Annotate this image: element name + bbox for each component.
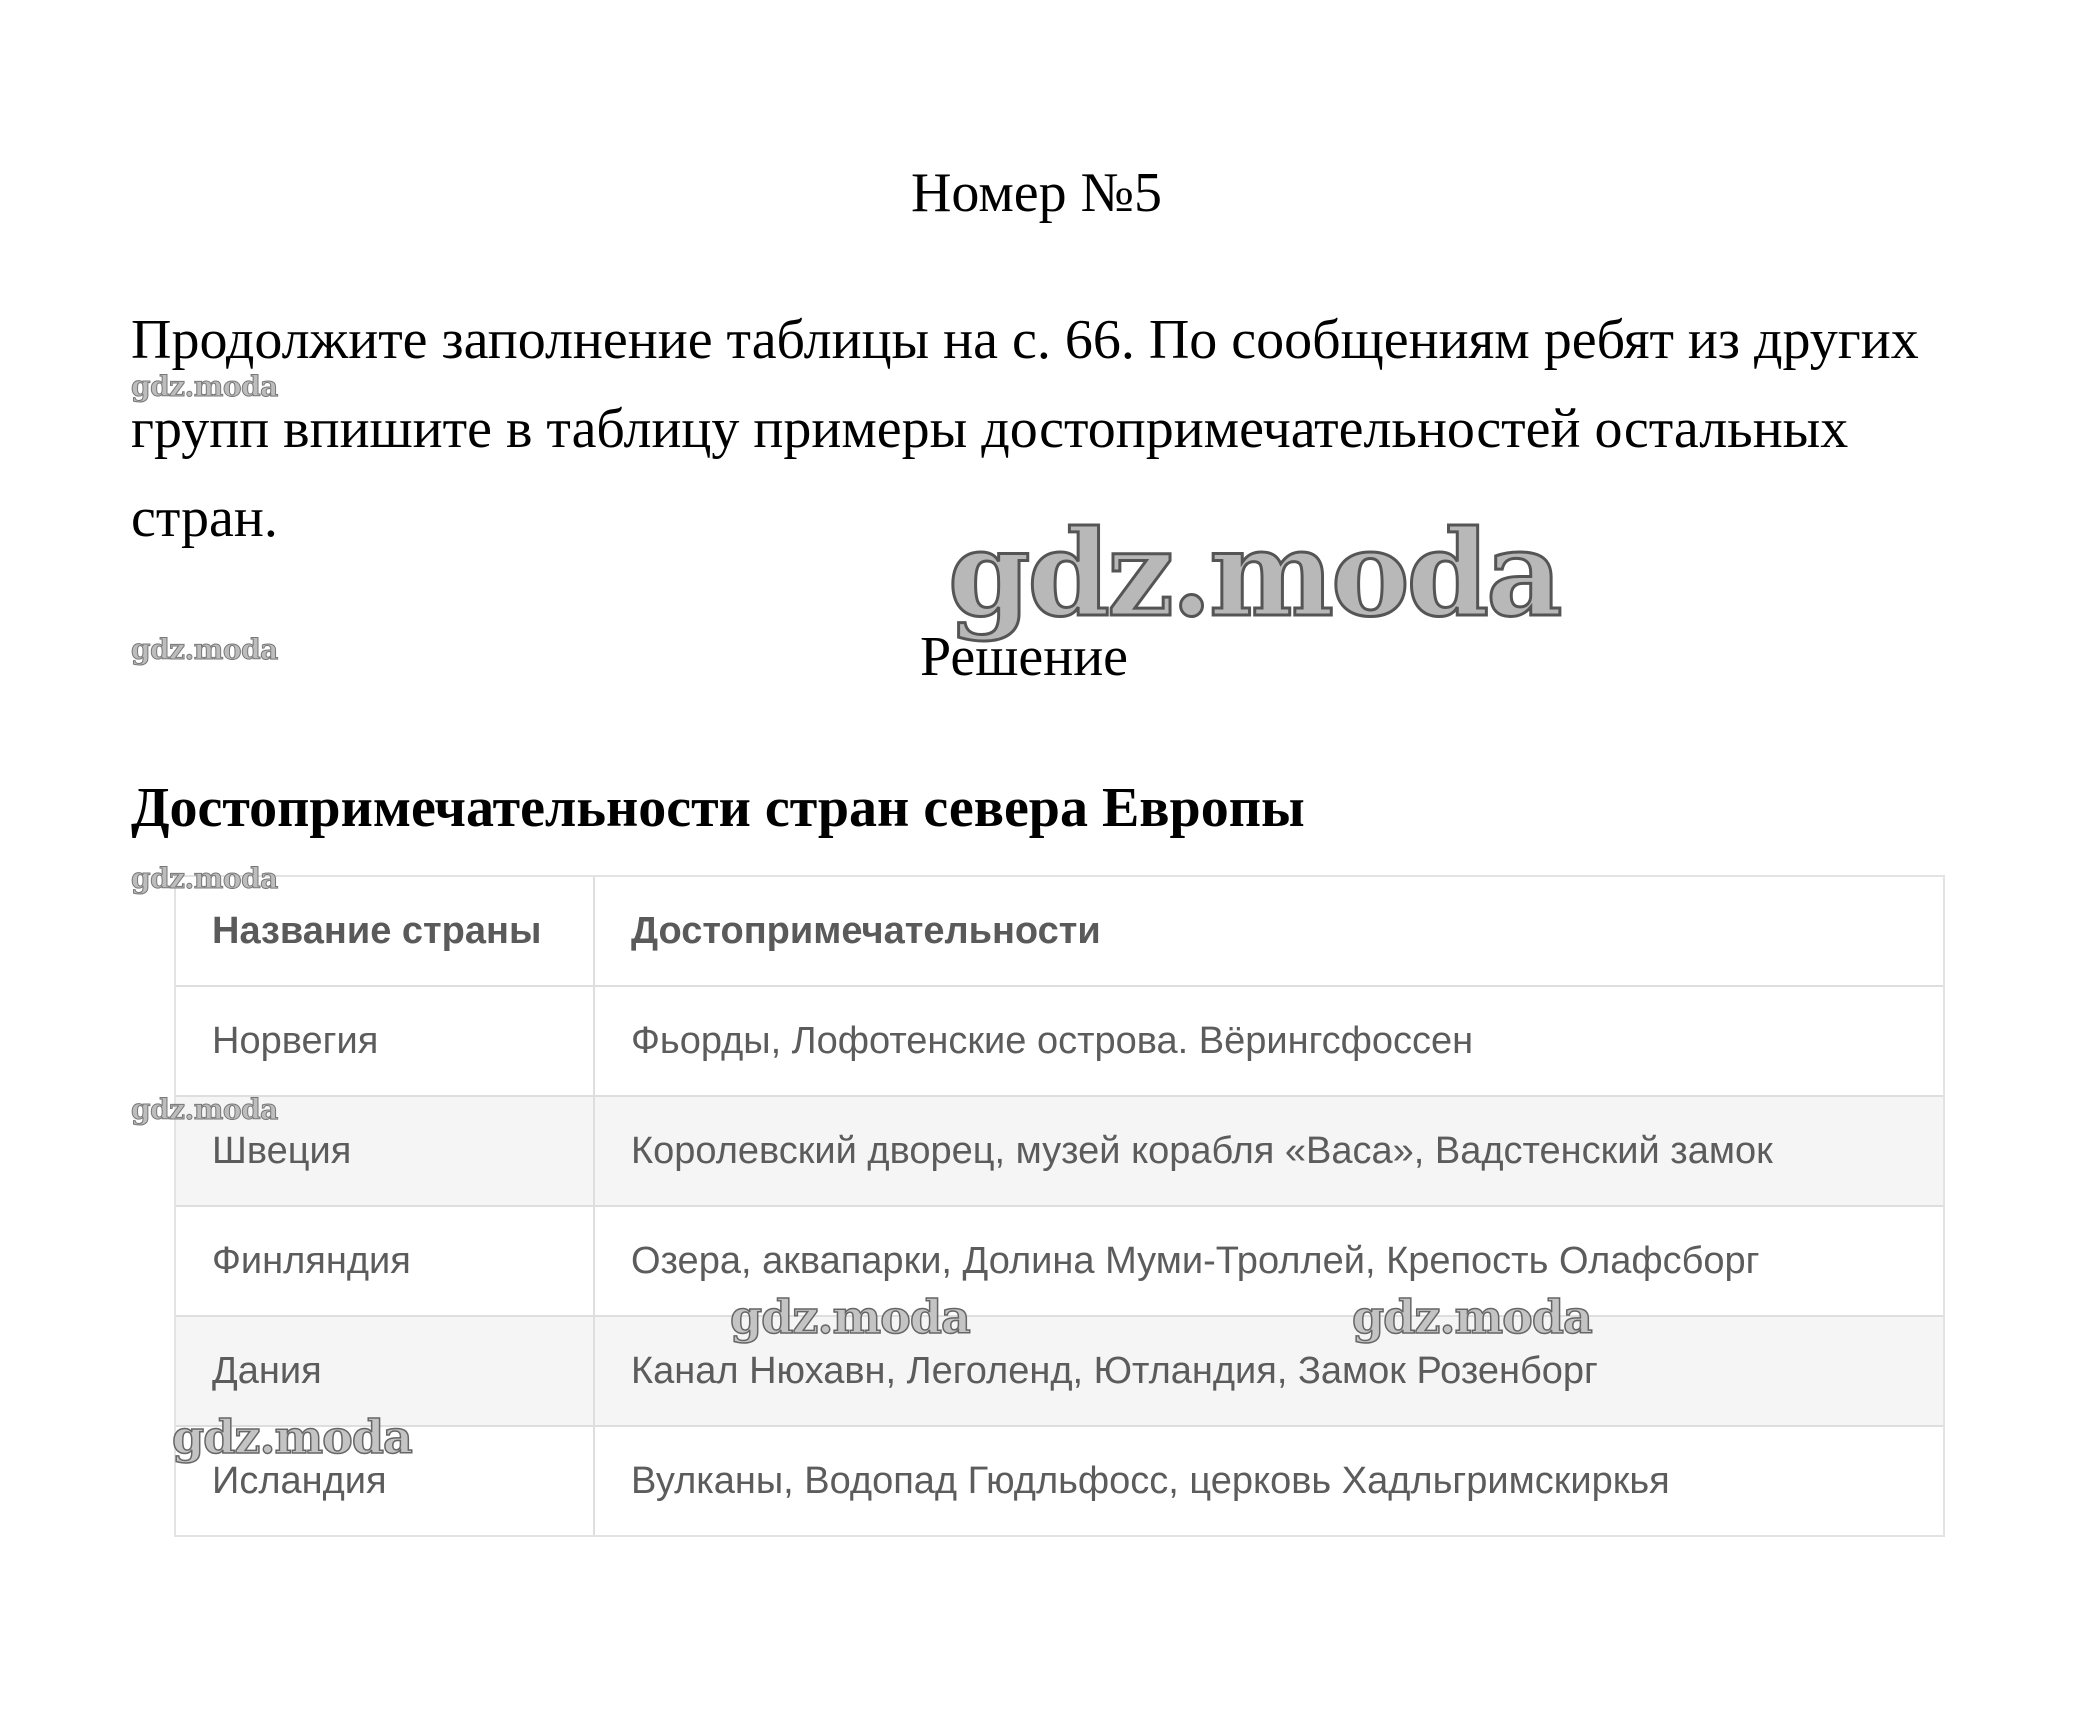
- sights-cell: Вулканы, Водопад Гюдльфосс, церковь Хадльгримскиркья: [631, 1459, 1670, 1502]
- table-header-row: [176, 877, 1943, 986]
- section-heading: Достопримечательности стран севера Европы: [131, 777, 1305, 839]
- country-cell: Исландия: [176, 1426, 594, 1535]
- sights-cell: Канал Нюхавн, Леголенд, Ютландия, Замок Розенборг: [594, 1316, 1943, 1426]
- watermark: gdz.moda: [131, 633, 278, 666]
- country-cell: Норвегия: [176, 986, 594, 1096]
- sights-cell: Озера, аквапарки, Долина Муми-Троллей, Крепость Олафсборг: [594, 1206, 1943, 1316]
- watermark: gdz.moda: [131, 370, 278, 403]
- task-text: Продолжите заполнение таблицы на с. 66. По сообщениям ребят из других групп впишите в таблицу примеры достопримечательностей остальных стран.: [131, 309, 1919, 549]
- watermark: gdz.moda: [730, 1290, 970, 1344]
- header-sights: Достопримечательности: [594, 877, 1943, 986]
- table-row: [176, 1426, 1943, 1535]
- solution-label: Решение: [919, 626, 1129, 688]
- header-country: Название страны: [176, 877, 594, 986]
- sights-cell: Фьорды, Лофотенские острова. Вёрингсфоссен: [594, 986, 1943, 1096]
- sights-table: [174, 875, 1945, 1537]
- table-row: [176, 1096, 1943, 1206]
- watermark: gdz.moda: [172, 1410, 412, 1464]
- sights-cell: Королевский дворец, музей корабля «Васа», Вадстенский замок: [594, 1096, 1943, 1206]
- country-cell: Швеция: [176, 1096, 594, 1206]
- country-cell: Дания: [176, 1316, 594, 1426]
- watermark-large: gdz.moda: [948, 504, 1560, 643]
- country-cell: Финляндия: [176, 1206, 594, 1316]
- watermark: gdz.moda: [1352, 1290, 1592, 1344]
- watermark: gdz.moda: [131, 862, 278, 895]
- table-row: [176, 1206, 1943, 1316]
- watermark: gdz.moda: [131, 1093, 278, 1126]
- table-row: [176, 986, 1943, 1096]
- table-row: [176, 1316, 1943, 1426]
- page-title: Номер №5: [910, 162, 1163, 224]
